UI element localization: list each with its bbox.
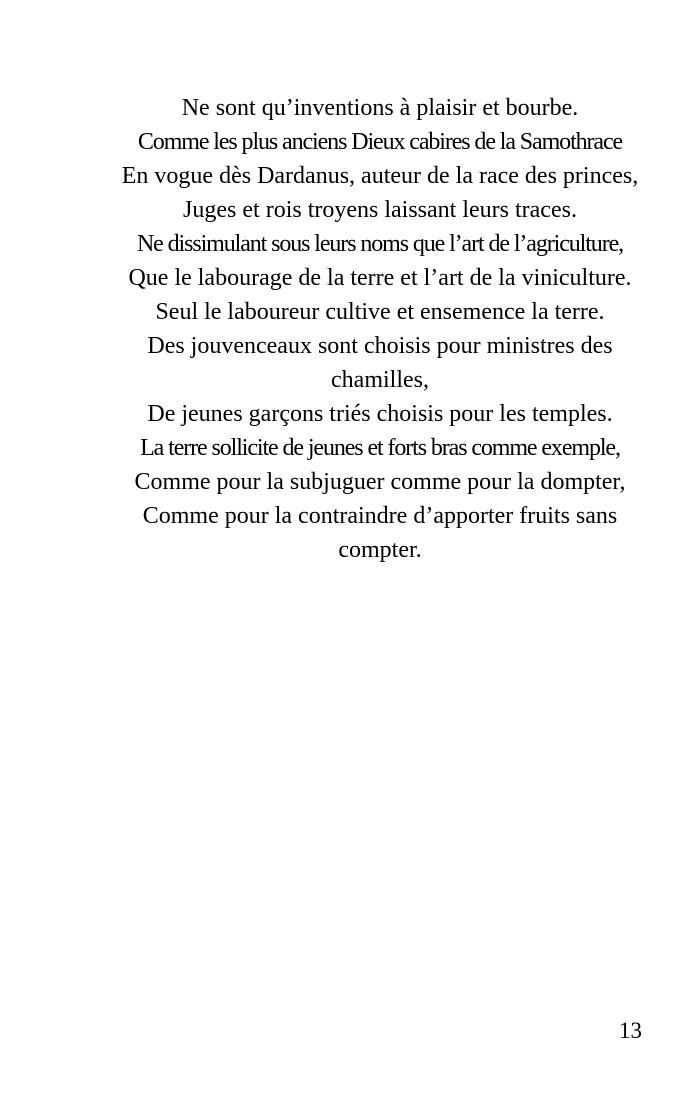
verse-line: De jeunes garçons triés choisis pour les temples. (147, 401, 613, 427)
verse-line: La terre sollicite de jeunes et forts bras comme exemple, (140, 435, 620, 461)
verse-line: Juges et rois troyens laissant leurs traces. (183, 197, 577, 223)
verse-line: compter. (338, 537, 422, 563)
verse-line: En vogue dès Dardanus, auteur de la race des princes, (121, 163, 639, 189)
verse-line: Seul le laboureur cultive et ensemence la terre. (155, 299, 605, 325)
verse-line: Comme les plus anciens Dieux cabires de la Samothrace (137, 129, 623, 155)
verse-line: Des jouvenceaux sont choisis pour ministres des (147, 333, 613, 359)
verse-line: Que le labourage de la terre et l’art de la viniculture. (128, 265, 632, 291)
verse-line: chamilles, (331, 367, 429, 393)
verse-line: Ne sont qu’inventions à plaisir et bourbe. (181, 95, 579, 121)
poem-text-block (100, 91, 660, 567)
page-number: 13 (619, 1018, 642, 1043)
verse-line: Ne dissimulant sous leurs noms que l’art de l’agriculture, (136, 231, 624, 257)
verse-line: Comme pour la contraindre d’apporter fruits sans (142, 503, 618, 529)
verse-line: Comme pour la subjuguer comme pour la dompter, (134, 469, 626, 495)
